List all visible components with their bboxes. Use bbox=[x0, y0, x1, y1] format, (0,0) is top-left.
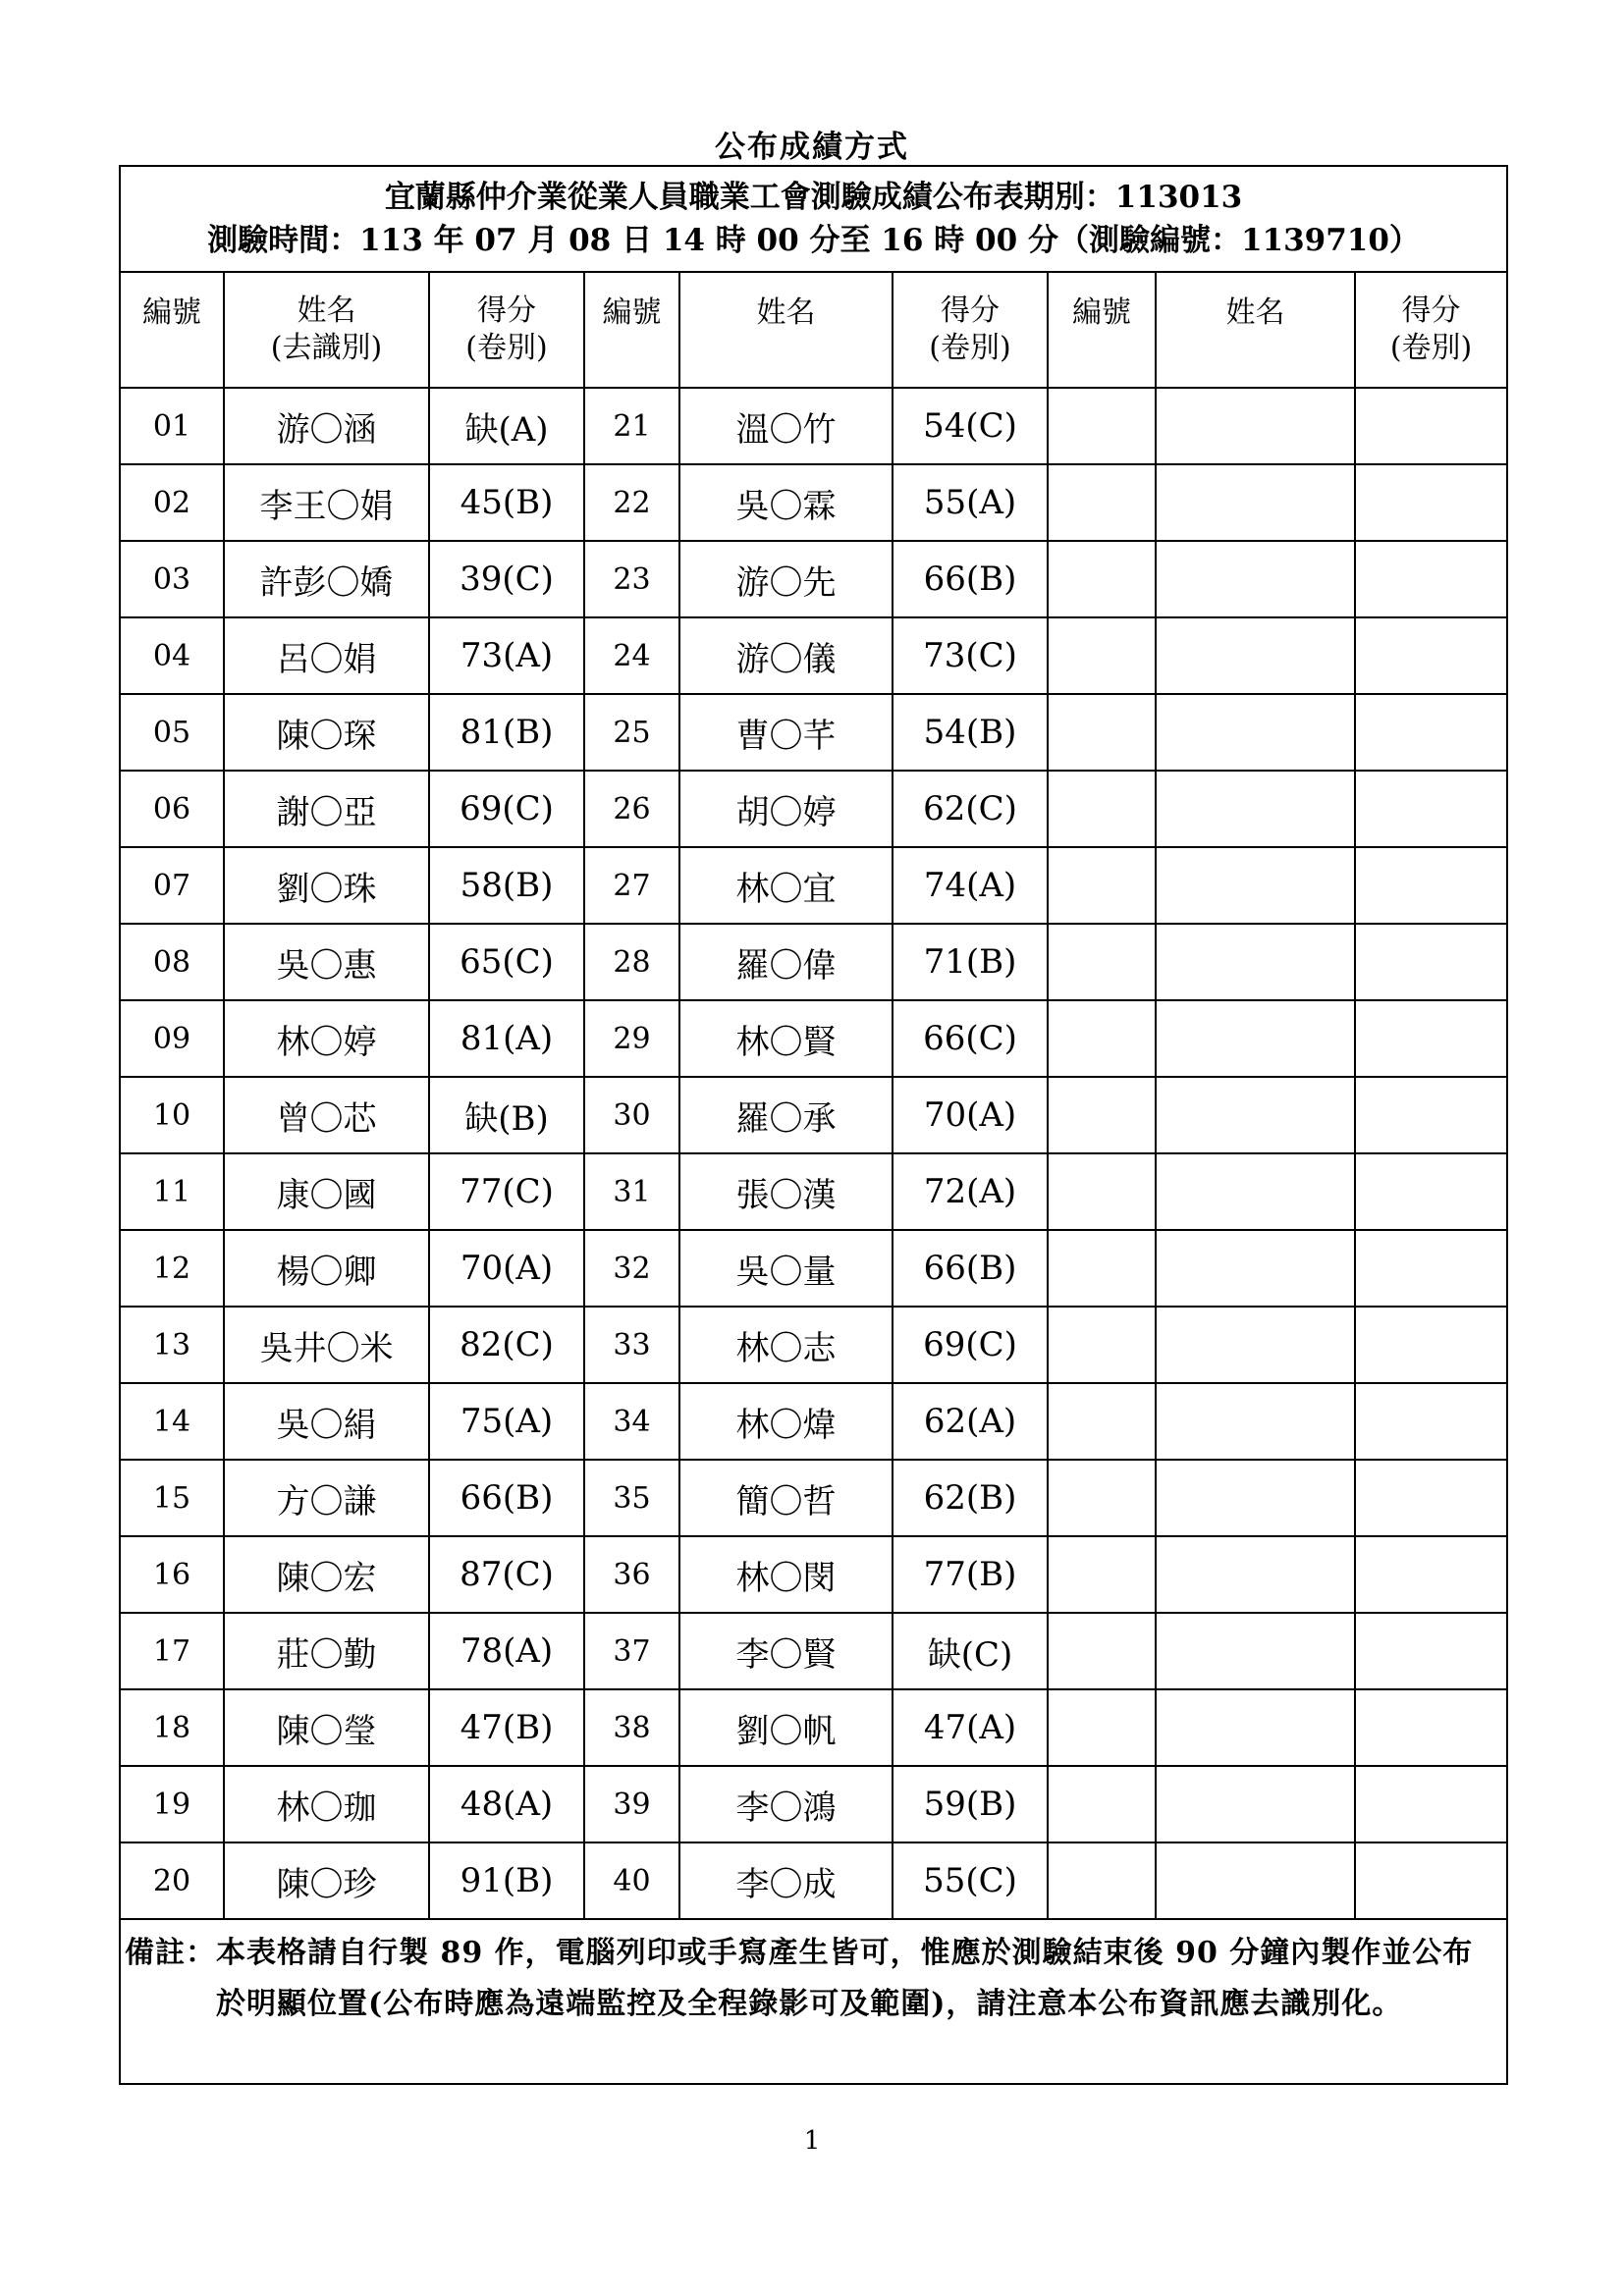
row-name: 林〇珈 bbox=[224, 1766, 429, 1842]
row-number: 24 bbox=[584, 617, 679, 694]
row-score-empty bbox=[1355, 1230, 1507, 1307]
row-name-empty bbox=[1156, 464, 1355, 541]
row-score: 缺(A) bbox=[429, 388, 584, 464]
table-row bbox=[120, 1766, 1507, 1842]
row-name-empty bbox=[1156, 1383, 1355, 1460]
row-number: 38 bbox=[584, 1689, 679, 1766]
row-score-empty bbox=[1355, 924, 1507, 1000]
row-score: 81(A) bbox=[429, 1000, 584, 1077]
row-score-empty bbox=[1355, 1460, 1507, 1536]
row-number-empty bbox=[1048, 1536, 1156, 1613]
header-score-3 bbox=[1355, 272, 1507, 388]
row-name-empty bbox=[1156, 1460, 1355, 1536]
table-row bbox=[120, 1689, 1507, 1766]
row-score-empty bbox=[1355, 1077, 1507, 1153]
row-number: 23 bbox=[584, 541, 679, 617]
row-number-empty bbox=[1048, 1077, 1156, 1153]
row-name: 張〇漢 bbox=[679, 1153, 893, 1230]
row-score-empty bbox=[1355, 1383, 1507, 1460]
row-score-empty bbox=[1355, 1153, 1507, 1230]
row-number-empty bbox=[1048, 1766, 1156, 1842]
remarks-label: 備註： bbox=[125, 1936, 216, 1970]
row-number: 09 bbox=[120, 1000, 224, 1077]
remarks bbox=[120, 1919, 1507, 2084]
row-name: 李〇成 bbox=[679, 1842, 893, 1919]
row-number: 19 bbox=[120, 1766, 224, 1842]
row-name: 簡〇哲 bbox=[679, 1460, 893, 1536]
row-name: 溫〇竹 bbox=[679, 388, 893, 464]
row-name-empty bbox=[1156, 1153, 1355, 1230]
row-name: 李王〇娟 bbox=[224, 464, 429, 541]
header-score-2-main: 得分 bbox=[941, 294, 1000, 328]
row-number: 07 bbox=[120, 847, 224, 924]
row-score: 74(A) bbox=[893, 847, 1048, 924]
header-name-2: 姓名 bbox=[679, 272, 893, 388]
row-number: 32 bbox=[584, 1230, 679, 1307]
row-number: 16 bbox=[120, 1536, 224, 1613]
table-row bbox=[120, 1842, 1507, 1919]
row-score: 73(A) bbox=[429, 617, 584, 694]
table-row bbox=[120, 1383, 1507, 1460]
row-score: 48(A) bbox=[429, 1766, 584, 1842]
row-number: 39 bbox=[584, 1766, 679, 1842]
row-name-empty bbox=[1156, 1842, 1355, 1919]
row-name: 劉〇帆 bbox=[679, 1689, 893, 1766]
table-row bbox=[120, 1613, 1507, 1689]
row-number-empty bbox=[1048, 1307, 1156, 1383]
row-name: 謝〇亞 bbox=[224, 771, 429, 847]
row-score: 72(A) bbox=[893, 1153, 1048, 1230]
row-number: 28 bbox=[584, 924, 679, 1000]
header-score-1 bbox=[429, 272, 584, 388]
table-row bbox=[120, 1077, 1507, 1153]
row-name-empty bbox=[1156, 847, 1355, 924]
row-name: 林〇志 bbox=[679, 1307, 893, 1383]
row-name: 陳〇宏 bbox=[224, 1536, 429, 1613]
row-score: 65(C) bbox=[429, 924, 584, 1000]
row-score-empty bbox=[1355, 388, 1507, 464]
row-name: 羅〇偉 bbox=[679, 924, 893, 1000]
row-number-empty bbox=[1048, 694, 1156, 771]
row-name: 游〇先 bbox=[679, 541, 893, 617]
row-number: 18 bbox=[120, 1689, 224, 1766]
row-number: 34 bbox=[584, 1383, 679, 1460]
row-number: 17 bbox=[120, 1613, 224, 1689]
header-score-3-main: 得分 bbox=[1401, 294, 1461, 328]
header-score-3-sub: (卷別) bbox=[1389, 331, 1473, 365]
header-score-1-main: 得分 bbox=[477, 294, 536, 328]
row-score: 66(B) bbox=[429, 1460, 584, 1536]
row-number: 36 bbox=[584, 1536, 679, 1613]
row-score: 77(C) bbox=[429, 1153, 584, 1230]
row-number-empty bbox=[1048, 847, 1156, 924]
header-name-1 bbox=[224, 272, 429, 388]
row-name-empty bbox=[1156, 1613, 1355, 1689]
row-name: 吳井〇米 bbox=[224, 1307, 429, 1383]
row-score: 45(B) bbox=[429, 464, 584, 541]
row-score-empty bbox=[1355, 1689, 1507, 1766]
row-name-empty bbox=[1156, 771, 1355, 847]
row-number: 27 bbox=[584, 847, 679, 924]
row-number-empty bbox=[1048, 388, 1156, 464]
row-score: 66(B) bbox=[893, 1230, 1048, 1307]
row-number: 03 bbox=[120, 541, 224, 617]
results-table bbox=[119, 165, 1508, 2085]
row-name: 康〇國 bbox=[224, 1153, 429, 1230]
row-name-empty bbox=[1156, 1766, 1355, 1842]
row-score-empty bbox=[1355, 1842, 1507, 1919]
row-score: 66(C) bbox=[893, 1000, 1048, 1077]
row-name: 羅〇承 bbox=[679, 1077, 893, 1153]
header-score-2-sub: (卷別) bbox=[929, 331, 1011, 365]
row-name-empty bbox=[1156, 1000, 1355, 1077]
row-score: 69(C) bbox=[429, 771, 584, 847]
row-score: 55(A) bbox=[893, 464, 1048, 541]
row-number-empty bbox=[1048, 1383, 1156, 1460]
table-row bbox=[120, 924, 1507, 1000]
row-number-empty bbox=[1048, 1230, 1156, 1307]
row-score: 70(A) bbox=[893, 1077, 1048, 1153]
row-number: 30 bbox=[584, 1077, 679, 1153]
row-name: 吳〇量 bbox=[679, 1230, 893, 1307]
row-score: 39(C) bbox=[429, 541, 584, 617]
row-name: 陳〇瑩 bbox=[224, 1689, 429, 1766]
row-score-empty bbox=[1355, 1000, 1507, 1077]
header-number-2: 編號 bbox=[584, 272, 679, 388]
row-score-empty bbox=[1355, 1613, 1507, 1689]
row-number-empty bbox=[1048, 924, 1156, 1000]
title-line-period: 宜蘭縣仲介業從業人員職業工會測驗成績公布表期別：113013 bbox=[384, 180, 1243, 215]
row-number-empty bbox=[1048, 617, 1156, 694]
row-name-empty bbox=[1156, 694, 1355, 771]
row-name-empty bbox=[1156, 617, 1355, 694]
table-row bbox=[120, 1307, 1507, 1383]
row-name: 李〇賢 bbox=[679, 1613, 893, 1689]
remarks-text: 本表格請自行製 89 作，電腦列印或手寫產生皆可，惟應於測驗結束後 90 分鐘內製作並公布於明顯位置(公布時應為遠端監控及全程錄影可及範圍)，請注意本公布資訊應去識別化。 bbox=[216, 1936, 1474, 2021]
row-number-empty bbox=[1048, 1153, 1156, 1230]
table-row bbox=[120, 1536, 1507, 1613]
row-number: 13 bbox=[120, 1307, 224, 1383]
row-number: 11 bbox=[120, 1153, 224, 1230]
row-name: 曹〇芊 bbox=[679, 694, 893, 771]
row-name: 吳〇惠 bbox=[224, 924, 429, 1000]
row-score: 78(A) bbox=[429, 1613, 584, 1689]
row-score-empty bbox=[1355, 541, 1507, 617]
row-score: 82(C) bbox=[429, 1307, 584, 1383]
table-row bbox=[120, 1460, 1507, 1536]
header-name-3: 姓名 bbox=[1156, 272, 1355, 388]
row-number-empty bbox=[1048, 541, 1156, 617]
row-score-empty bbox=[1355, 771, 1507, 847]
row-score: 缺(C) bbox=[893, 1613, 1048, 1689]
row-name-empty bbox=[1156, 1307, 1355, 1383]
row-number: 29 bbox=[584, 1000, 679, 1077]
table-row bbox=[120, 464, 1507, 541]
row-score: 77(B) bbox=[893, 1536, 1048, 1613]
page-heading: 公布成績方式 bbox=[715, 130, 909, 165]
row-name-empty bbox=[1156, 1536, 1355, 1613]
row-number: 20 bbox=[120, 1842, 224, 1919]
row-name: 莊〇勤 bbox=[224, 1613, 429, 1689]
row-number-empty bbox=[1048, 1460, 1156, 1536]
row-score: 66(B) bbox=[893, 541, 1048, 617]
row-number: 35 bbox=[584, 1460, 679, 1536]
row-score: 62(C) bbox=[893, 771, 1048, 847]
row-number: 08 bbox=[120, 924, 224, 1000]
header-row bbox=[120, 272, 1507, 388]
row-number: 01 bbox=[120, 388, 224, 464]
row-name: 陳〇珍 bbox=[224, 1842, 429, 1919]
row-score-empty bbox=[1355, 617, 1507, 694]
row-name: 游〇涵 bbox=[224, 388, 429, 464]
header-score-2 bbox=[893, 272, 1048, 388]
row-score: 59(B) bbox=[893, 1766, 1048, 1842]
table-row bbox=[120, 1230, 1507, 1307]
row-number: 31 bbox=[584, 1153, 679, 1230]
header-name-1-main: 姓名 bbox=[297, 294, 356, 328]
row-number: 37 bbox=[584, 1613, 679, 1689]
row-score: 91(B) bbox=[429, 1842, 584, 1919]
row-name: 劉〇珠 bbox=[224, 847, 429, 924]
row-number-empty bbox=[1048, 1842, 1156, 1919]
row-score-empty bbox=[1355, 1766, 1507, 1842]
row-number: 06 bbox=[120, 771, 224, 847]
row-score: 87(C) bbox=[429, 1536, 584, 1613]
row-number: 02 bbox=[120, 464, 224, 541]
row-name-empty bbox=[1156, 1077, 1355, 1153]
row-number: 25 bbox=[584, 694, 679, 771]
row-name-empty bbox=[1156, 388, 1355, 464]
row-score: 47(B) bbox=[429, 1689, 584, 1766]
row-number-empty bbox=[1048, 1689, 1156, 1766]
row-name: 曾〇芯 bbox=[224, 1077, 429, 1153]
row-score: 55(C) bbox=[893, 1842, 1048, 1919]
row-score: 62(B) bbox=[893, 1460, 1048, 1536]
row-number: 12 bbox=[120, 1230, 224, 1307]
row-name-empty bbox=[1156, 541, 1355, 617]
row-name: 李〇鴻 bbox=[679, 1766, 893, 1842]
row-score: 81(B) bbox=[429, 694, 584, 771]
row-number-empty bbox=[1048, 771, 1156, 847]
table-row bbox=[120, 1000, 1507, 1077]
table-row bbox=[120, 617, 1507, 694]
row-name: 林〇宜 bbox=[679, 847, 893, 924]
row-name-empty bbox=[1156, 1230, 1355, 1307]
table-row bbox=[120, 847, 1507, 924]
row-number: 33 bbox=[584, 1307, 679, 1383]
header-name-1-sub: (去識別) bbox=[270, 331, 383, 365]
row-name-empty bbox=[1156, 1689, 1355, 1766]
row-name: 林〇婷 bbox=[224, 1000, 429, 1077]
row-score-empty bbox=[1355, 694, 1507, 771]
row-number: 10 bbox=[120, 1077, 224, 1153]
row-name: 許彭〇嬌 bbox=[224, 541, 429, 617]
header-number-1: 編號 bbox=[120, 272, 224, 388]
row-score: 75(A) bbox=[429, 1383, 584, 1460]
row-score-empty bbox=[1355, 1536, 1507, 1613]
row-number-empty bbox=[1048, 464, 1156, 541]
row-score: 47(A) bbox=[893, 1689, 1048, 1766]
row-score-empty bbox=[1355, 464, 1507, 541]
row-name: 胡〇婷 bbox=[679, 771, 893, 847]
row-score: 54(B) bbox=[893, 694, 1048, 771]
row-name: 林〇閔 bbox=[679, 1536, 893, 1613]
row-name: 游〇儀 bbox=[679, 617, 893, 694]
row-name: 吳〇絹 bbox=[224, 1383, 429, 1460]
row-number: 26 bbox=[584, 771, 679, 847]
row-number: 05 bbox=[120, 694, 224, 771]
row-score-empty bbox=[1355, 1307, 1507, 1383]
row-number: 14 bbox=[120, 1383, 224, 1460]
row-number-empty bbox=[1048, 1613, 1156, 1689]
row-number-empty bbox=[1048, 1000, 1156, 1077]
row-name: 呂〇娟 bbox=[224, 617, 429, 694]
row-score: 62(A) bbox=[893, 1383, 1048, 1460]
row-name-empty bbox=[1156, 924, 1355, 1000]
row-score: 缺(B) bbox=[429, 1077, 584, 1153]
row-score-empty bbox=[1355, 847, 1507, 924]
row-score: 69(C) bbox=[893, 1307, 1048, 1383]
row-score: 73(C) bbox=[893, 617, 1048, 694]
row-score: 70(A) bbox=[429, 1230, 584, 1307]
table-row bbox=[120, 388, 1507, 464]
table-row bbox=[120, 694, 1507, 771]
row-number: 21 bbox=[584, 388, 679, 464]
title-line-time: 測驗時間：113 年 07 月 08 日 14 時 00 分至 16 時 00 分（測驗編號：1139710） bbox=[207, 223, 1420, 258]
row-score: 71(B) bbox=[893, 924, 1048, 1000]
row-name: 楊〇卿 bbox=[224, 1230, 429, 1307]
row-number: 04 bbox=[120, 617, 224, 694]
row-name: 林〇煒 bbox=[679, 1383, 893, 1460]
row-number: 40 bbox=[584, 1842, 679, 1919]
row-name: 吳〇霖 bbox=[679, 464, 893, 541]
table-row bbox=[120, 1153, 1507, 1230]
page-number: 1 bbox=[803, 2126, 821, 2156]
row-name: 方〇謙 bbox=[224, 1460, 429, 1536]
row-number: 22 bbox=[584, 464, 679, 541]
row-score: 54(C) bbox=[893, 388, 1048, 464]
row-name: 陳〇琛 bbox=[224, 694, 429, 771]
header-score-1-sub: (卷別) bbox=[465, 331, 548, 365]
row-name: 林〇賢 bbox=[679, 1000, 893, 1077]
table-title bbox=[120, 166, 1507, 272]
row-number: 15 bbox=[120, 1460, 224, 1536]
table-row bbox=[120, 771, 1507, 847]
table-row bbox=[120, 541, 1507, 617]
row-score: 58(B) bbox=[429, 847, 584, 924]
header-number-3: 編號 bbox=[1048, 272, 1156, 388]
